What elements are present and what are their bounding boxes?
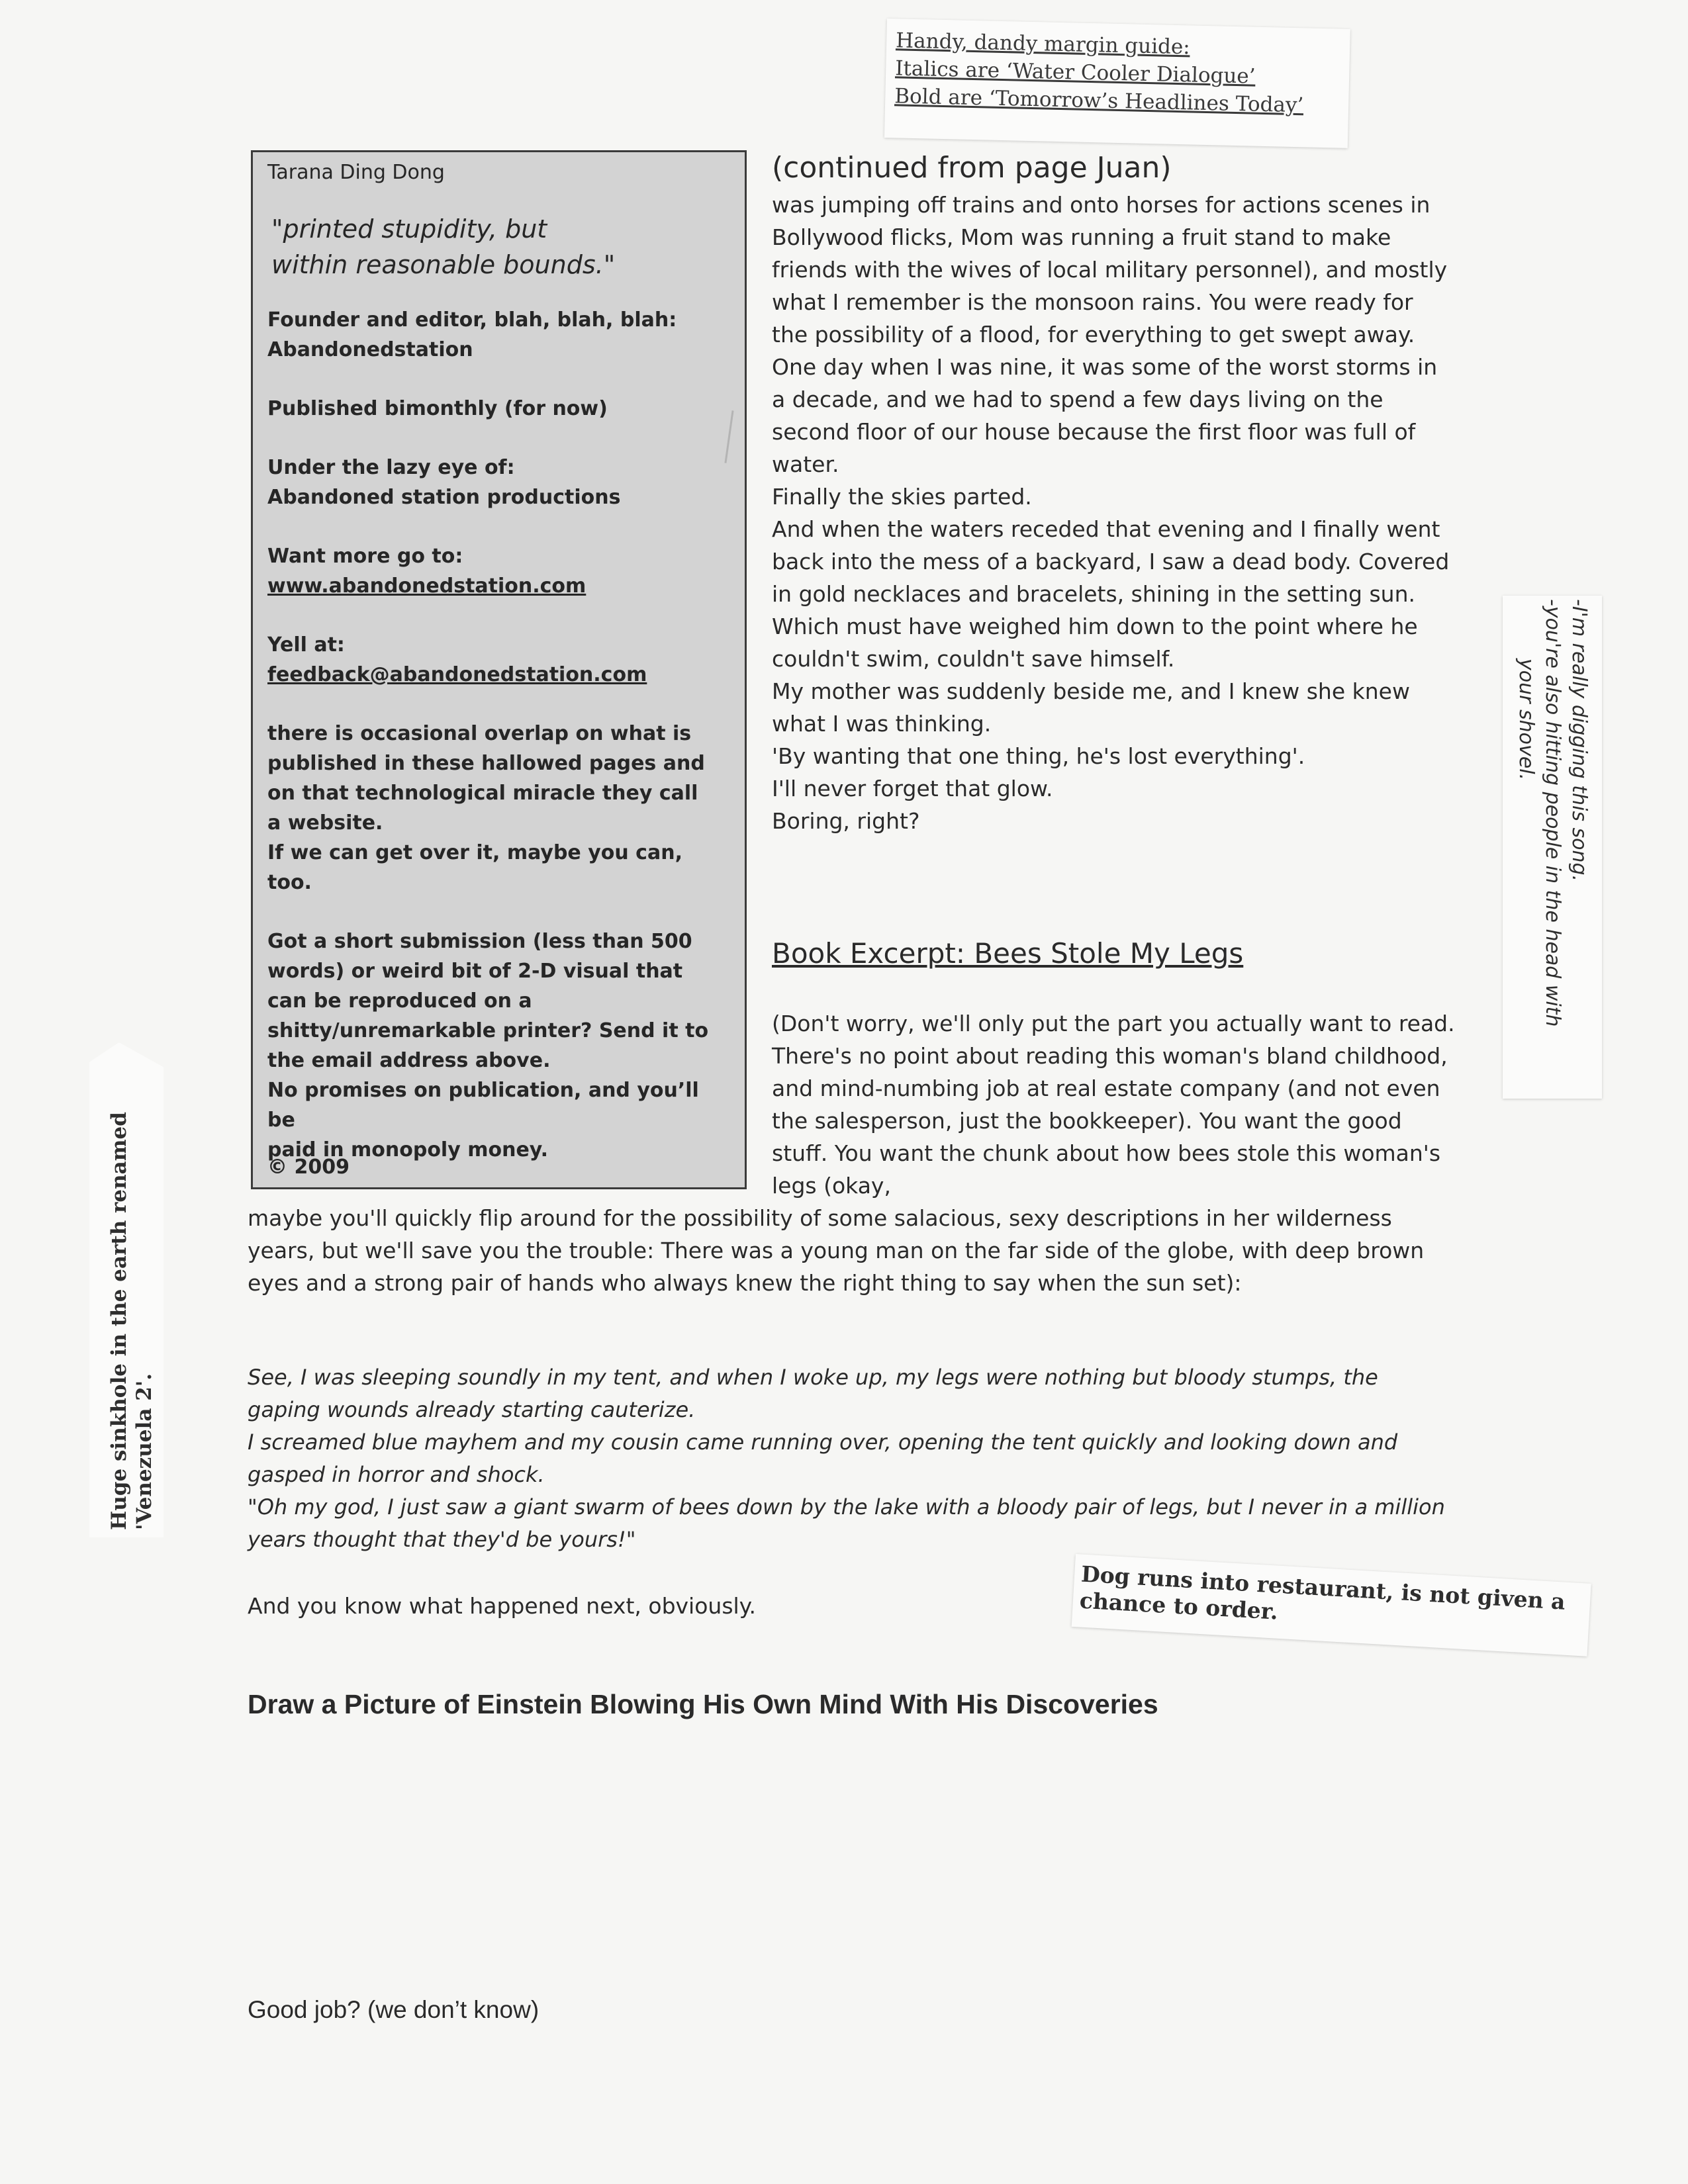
footer-text: Good job? (we don’t know) (248, 1996, 539, 2023)
tagline-line-1: "printed stupidity, but (271, 214, 547, 244)
left-headline-line: 'Venezuela 2'. (132, 1373, 156, 1530)
einstein-heading: Draw a Picture of Einstein Blowing His Own Mind With His Discoveries (248, 1689, 1158, 1719)
masthead-tagline (271, 211, 730, 283)
quote-paragraph: I screamed blue mayhem and my cousin came running over, opening the tent quickly and looking down and gasped in horror and shock. (248, 1430, 1398, 1487)
overlap-line: If we can get over it, maybe you can, too. (267, 841, 682, 894)
story-paragraph: And when the waters receded that evening and I finally went back into the mess of a backyard, I saw a dead body. Covered in gold necklaces and bracelets, shining in the setting sun. Which must have weighed him down to the point where he couldn't swim, couldn't save himself. (772, 516, 1450, 672)
overlap-line: published in these hallowed pages and (267, 752, 705, 775)
excerpt-intro-continued: maybe you'll quickly flip around for the possibility of some salacious, sexy descriptions in her wilderness years, but we'll save you the trouble: There was a young man on the far side of the globe, with deep brown eyes and a strong pair of hands who always knew the right thing to say when the sun set): (248, 1205, 1425, 1296)
overlap-line: a website. (267, 811, 383, 835)
submission-line: shitty/unremarkable printer? Send it to (267, 1019, 709, 1042)
right-dialogue-line: -you're also hitting people in the head with (1541, 599, 1564, 1027)
story-paragraph: 'By wanting that one thing, he's lost everything'. (772, 743, 1305, 769)
excerpt-closing: And you know what happened next, obviously. (248, 1593, 756, 1619)
submission-line: can be reproduced on a (267, 989, 532, 1013)
yell-label: Yell at: (267, 633, 345, 657)
dog-headline-text: Dog runs into restaurant, is not given a chance to order. (1078, 1561, 1566, 1625)
masthead-name: Tarana Ding Dong (267, 161, 445, 184)
story-paragraph: Finally the skies parted. (772, 484, 1032, 510)
submission-line: paid in monopoly money. (267, 1138, 548, 1161)
overlap-line: there is occasional overlap on what is (267, 722, 692, 745)
lazy-eye-block (267, 453, 730, 512)
left-headline-line: Huge sinkhole in the earth renamed (107, 1112, 131, 1530)
tagline-line-2: within reasonable bounds." (271, 250, 616, 279)
margin-guide-strip (884, 19, 1350, 148)
story-paragraph: I'll never forget that glow. (772, 776, 1053, 801)
continued-heading: (continued from page Juan) (772, 151, 1172, 185)
story-paragraph: was jumping off trains and onto horses for actions scenes in Bollywood flicks, Mom was running a fruit stand to make friends with the wives of local military personnel), and mostly what I remember is the monsoon rains. You were ready for the possibility of a flood, for everything to get swept away. One day when I was nine, it was some of the worst storms in a decade, and we had to spend a few days living on the second floor of our house because the first floor was full of water. (772, 192, 1448, 477)
right-dialogue-line: your shovel. (1515, 659, 1538, 781)
overlap-block (267, 719, 730, 897)
quote-paragraph: "Oh my god, I just saw a giant swarm of bees down by the lake with a bloody pair of legs, but I never in a million years thought that they'd be yours!" (248, 1494, 1445, 1552)
margin-guide-title: Handy, dandy margin guide: (895, 28, 1191, 60)
lazy-eye-value: Abandoned station productions (267, 486, 621, 509)
story-body (772, 189, 1454, 837)
more-label: Want more go to: (267, 545, 463, 568)
founder-label: Founder and editor, blah, blah, blah: (267, 308, 677, 332)
quote-paragraph: See, I was sleeping soundly in my tent, and when I woke up, my legs were nothing but bloody stumps, the gaping wounds already starting cauterize. (248, 1365, 1378, 1422)
excerpt-quote (248, 1361, 1452, 1556)
yell-block (267, 630, 730, 690)
founder-value: Abandonedstation (267, 338, 473, 361)
submission-line: words) or weird bit of 2-D visual that (267, 960, 683, 983)
margin-guide-italics: Italics are ‘Water Cooler Dialogue’ (894, 56, 1256, 89)
published-text: Published bimonthly (for now) (267, 397, 608, 420)
feedback-email-link[interactable]: feedback@abandonedstation.com (267, 663, 647, 686)
excerpt-title: Book Excerpt: Bees Stole My Legs (772, 937, 1244, 970)
right-dialogue-text (1513, 599, 1592, 1102)
story-paragraph: Boring, right? (772, 808, 920, 834)
left-headline-text (107, 1040, 157, 1530)
overlap-line: on that technological miracle they call (267, 782, 698, 805)
submission-line: Got a short submission (less than 500 (267, 930, 692, 953)
margin-guide-bold: Bold are ‘Tomorrow’s Headlines Today’ (894, 84, 1304, 118)
submission-line: No promises on publication, and you’ll be (267, 1079, 699, 1132)
submission-block (267, 927, 730, 1165)
submission-line: the email address above. (267, 1049, 551, 1072)
story-paragraph: My mother was suddenly beside me, and I knew she knew what I was thinking. (772, 678, 1410, 737)
masthead-box (251, 150, 747, 1189)
excerpt-intro: (Don't worry, we'll only put the part you actually want to read. There's no point about reading this woman's bland childhood, and mind-numbing job at real estate company (and not even the salesperson, just the bookkeeper). You want the good stuff. You want the chunk about how bees stole this woman's legs (okay, (772, 1011, 1455, 1199)
copyright: © 2009 (267, 1156, 350, 1179)
right-dialogue-line: -I'm really digging this song. (1568, 599, 1591, 882)
lazy-eye-label: Under the lazy eye of: (267, 456, 515, 479)
founder-block (267, 305, 730, 365)
website-link[interactable]: www.abandonedstation.com (267, 574, 586, 598)
dog-headline-strip (1072, 1554, 1591, 1657)
more-block (267, 541, 730, 601)
